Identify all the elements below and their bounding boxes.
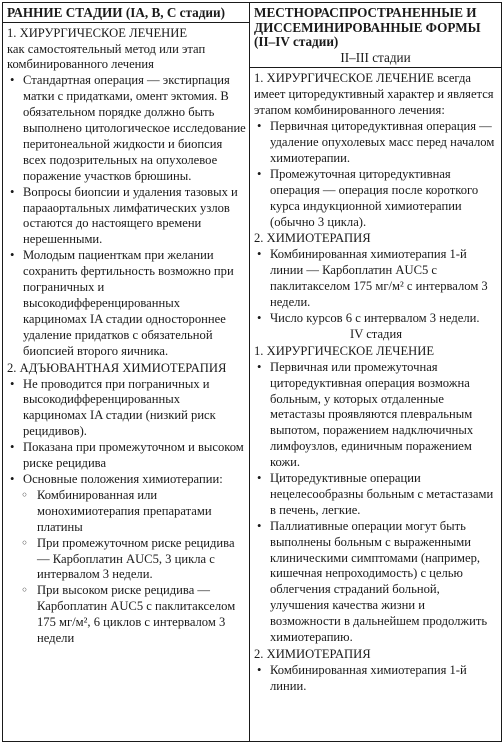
sub-list-item: ◦ При промежуточном риске рецидива — Карбоплатин AUC5, 3 цикла с интервалом 3 недели. <box>17 536 246 584</box>
stage-subheading: II–III стадии <box>340 49 411 65</box>
advanced-stages-header <box>250 3 501 68</box>
surgery-section-early <box>7 26 246 360</box>
section-title: 1. ХИРУРГИЧЕСКОЕ ЛЕЧЕНИЕ <box>254 343 435 358</box>
early-stages-header: РАННИЕ СТАДИИ (IA, B, C стадии) <box>3 3 249 23</box>
treatment-table <box>2 2 502 742</box>
advanced-stages-column <box>250 3 501 741</box>
section-title: 1. ХИРУРГИЧЕСКОЕ ЛЕЧЕНИЕ <box>7 25 188 40</box>
list-item: • Промежуточная циторедуктивная операция — операция после короткого курса индукционной химиотерапии (обычно 3 цикла). <box>254 167 498 231</box>
section-intro: как самостоятельный метод или этап комбинированного лечения <box>7 41 206 72</box>
advanced-stages-header-text: МЕСТНОРАСПРОСТРАНЕННЫЕ И ДИССЕМИНИРОВАННЫЕ ФОРМЫ (II–IV стадии) <box>254 5 481 50</box>
surgery-section-advanced <box>254 71 498 230</box>
list-item: • Первичная циторедуктивная операция — удаление опухолевых масс перед началом химиотерапии. <box>254 119 498 167</box>
list-item: • Комбинированная химиотерапия 1-й линии. <box>254 663 498 695</box>
list-item: • Показана при промежуточном и высоком риске рецидива <box>7 440 246 472</box>
section-title: 1. ХИРУРГИЧЕСКОЕ ЛЕЧЕНИЕ всегда имеет циторедуктивный характер и является этапом комбинированного лечения: <box>254 71 494 118</box>
section-title: 2. ХИМИОТЕРАПИЯ <box>254 647 371 661</box>
list-item: • Молодым пациенткам при желании сохранить фертильность возможно при пограничных и высокодифференцированных карциномах IA стадии одностороннее удаление придатков с обязательной биопсией второго яичника. <box>7 248 246 359</box>
surgery-section-stage4 <box>254 344 498 646</box>
list-item: • Не проводится при пограничных и высокодифференцированных карциномах IA стадии (низкий риск рецидивов). <box>7 377 246 441</box>
adjuvant-chemo-section <box>7 361 246 647</box>
stage-subheading: IV стадия <box>350 326 402 341</box>
section-title: 2. АДЪЮВАНТНАЯ ХИМИОТЕРАПИЯ <box>7 360 227 375</box>
chemo-section-advanced <box>254 231 498 326</box>
early-stages-column <box>3 3 250 741</box>
chemo-section-stage4 <box>254 647 498 695</box>
section-title: 2. ХИМИОТЕРАПИЯ <box>254 231 371 246</box>
sub-list-item: ◦ При высоком риске рецидива — Карбоплатин AUC5 с паклитакселом 175 мг/м², 6 циклов с интервалом 3 недели <box>17 583 246 647</box>
list-item: • Первичная или промежуточная циторедуктивная операция возможна больным, у которых отдаленные метастазы проявляются плевральным выпотом, поражением надключичных лимфоузлов, единичным поражением кожи. <box>254 360 498 471</box>
list-item: • Паллиативные операции могут быть выполнены больным с выраженными клиническими симптомами (например, кишечная непроходимость) с целью облегчения страданий больной, улучшения качества жизни и возможности в дальнейшем продолжить химиотерапию. <box>254 519 498 646</box>
list-item: • Стандартная операция — экстирпация матки с придатками, омент эктомия. В обязательном порядке должно быть выполнено цитологическое исследование перитонеальной жидкости и биопсия всех подозрительных на опухолевое поражение участков брюшины. <box>7 73 246 184</box>
list-item: • Основные положения химиотерапии: <box>7 472 246 488</box>
list-item: • Вопросы биопсии и удаления тазовых и парааортальных лимфатических узлов остаются до настоящего времени нерешенными. <box>7 185 246 249</box>
list-item: • Комбинированная химиотерапия 1-й линии — Карбоплатин AUC5 с паклитакселом 175 мг/м² с интервалом 3 недели. <box>254 247 498 311</box>
sub-list-item: ◦ Комбинированная или монохимиотерапия препаратами платины <box>17 488 246 536</box>
list-item: • Число курсов 6 с интервалом 3 недели. <box>254 311 498 327</box>
list-item: • Циторедуктивные операции нецелесообразны больным с метастазами в печень, легкие. <box>254 471 498 519</box>
